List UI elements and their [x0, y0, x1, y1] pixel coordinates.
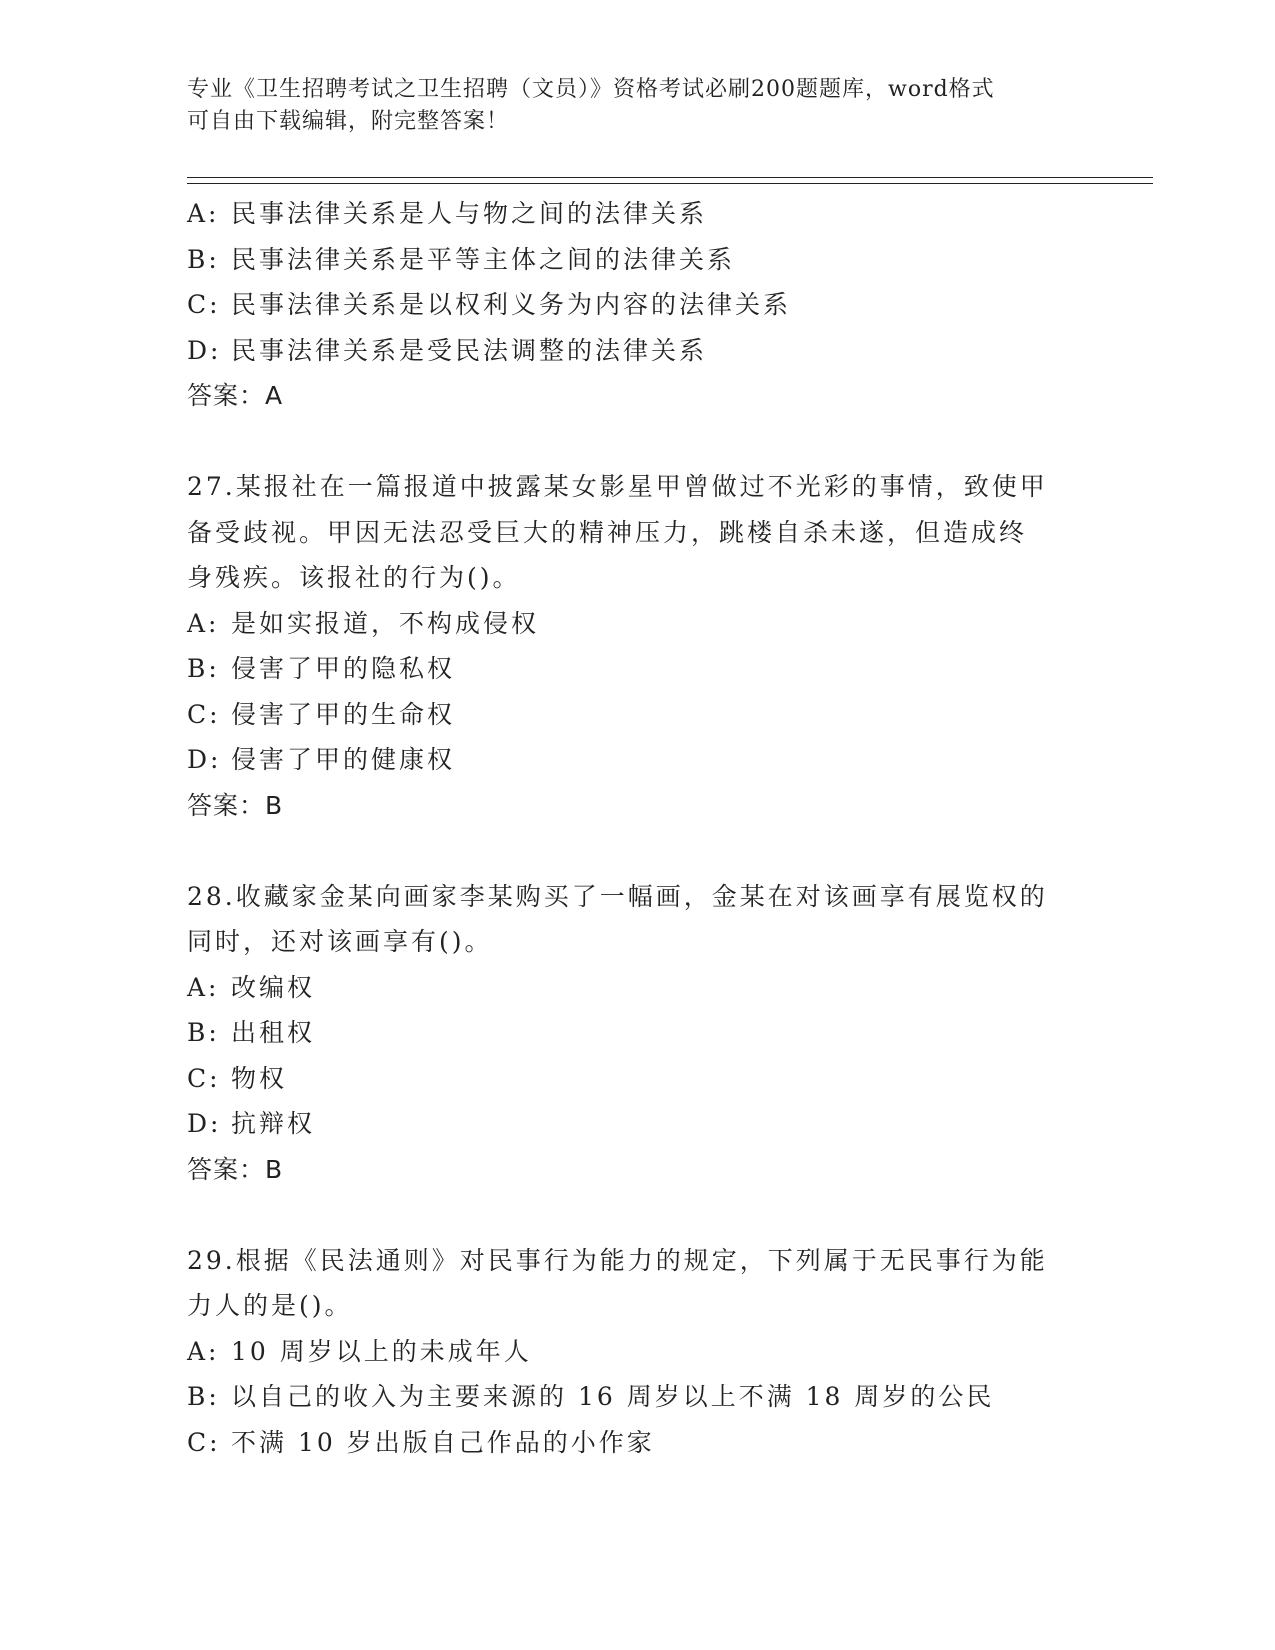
spacer: [187, 1192, 1087, 1238]
option-letter: A:: [187, 199, 220, 228]
question-stem-line: 力人的是()。: [187, 1291, 353, 1320]
option-text: 10 周岁以上的未成年人: [231, 1336, 532, 1366]
question-28: [187, 874, 1087, 1193]
option-b: [187, 1374, 1087, 1420]
option-text: 民事法律关系是人与物之间的法律关系: [231, 199, 708, 228]
answer-line: 答案：B: [187, 790, 284, 820]
option-text: 改编权: [231, 972, 316, 1002]
option-c: [187, 1056, 1087, 1102]
option-letter: D:: [187, 745, 222, 774]
option-letter: B:: [187, 244, 220, 274]
option-d: [187, 328, 1087, 374]
option-letter: B:: [187, 654, 220, 683]
option-text: 物权: [231, 1063, 288, 1093]
option-text: 不满 10 岁出版自己作品的小作家: [231, 1427, 655, 1457]
option-text: 民事法律关系是以权利义务为内容的法律关系: [231, 290, 792, 319]
option-a: [187, 601, 1087, 647]
question-29: [187, 1238, 1087, 1466]
option-d: [187, 737, 1087, 783]
option-text: 民事法律关系是受民法调整的法律关系: [231, 335, 708, 365]
option-letter: C:: [187, 1063, 221, 1093]
option-letter: D:: [187, 1109, 222, 1138]
question-list: [187, 191, 1087, 1465]
option-c: [187, 1420, 1087, 1466]
question-stem-line: 同时，还对该画享有()。: [187, 927, 493, 956]
question-stem-line: 29.根据《民法通则》对民事行为能力的规定，下列属于无民事行为能: [187, 1245, 1048, 1275]
option-b: [187, 1010, 1087, 1056]
question-stem-line: 身残疾。该报社的行为()。: [187, 563, 521, 592]
option-b: [187, 237, 1087, 283]
header-line-1: 专业《卫生招聘考试之卫生招聘（文员）》资格考试必刷200题题库，word格式: [187, 77, 995, 102]
question-26: [187, 191, 1087, 419]
option-text: 侵害了甲的生命权: [231, 699, 456, 729]
option-d: [187, 1101, 1087, 1147]
option-text: 抗辩权: [231, 1109, 316, 1138]
option-letter: B:: [187, 1018, 220, 1047]
option-letter: C:: [187, 290, 221, 319]
option-b: [187, 646, 1087, 692]
option-a: [187, 191, 1087, 237]
option-letter: A:: [187, 1336, 220, 1366]
option-text: 出租权: [231, 1018, 316, 1047]
option-letter: B:: [187, 1382, 220, 1411]
option-c: [187, 692, 1087, 738]
spacer: [187, 828, 1087, 874]
option-text: 以自己的收入为主要来源的 16 周岁以上不满 18 周岁的公民: [231, 1382, 995, 1411]
header-line-2: 可自由下载编辑，附完整答案！: [187, 109, 510, 134]
header-rule-bottom: [187, 183, 1153, 184]
question-stem-line: 备受歧视。甲因无法忍受巨大的精神压力，跳楼自杀未遂，但造成终: [187, 517, 1028, 547]
header-rule-top: [187, 177, 1153, 178]
answer-line: 答案：B: [187, 1154, 284, 1184]
answer-line: 答案：A: [187, 381, 284, 410]
question-stem-line: 28.收藏家金某向画家李某购买了一幅画，金某在对该画享有展览权的: [187, 881, 1048, 911]
option-c: [187, 282, 1087, 328]
option-a: [187, 1329, 1087, 1375]
option-letter: C:: [187, 1427, 221, 1457]
option-letter: D:: [187, 335, 222, 365]
document-header: [187, 74, 1067, 138]
option-text: 侵害了甲的健康权: [231, 745, 456, 774]
question-27: [187, 464, 1087, 828]
option-a: [187, 965, 1087, 1011]
option-letter: C:: [187, 699, 221, 729]
spacer: [187, 419, 1087, 465]
option-text: 民事法律关系是平等主体之间的法律关系: [231, 244, 736, 274]
option-text: 侵害了甲的隐私权: [231, 654, 456, 683]
option-letter: A:: [187, 972, 220, 1002]
option-text: 是如实报道，不构成侵权: [231, 608, 540, 638]
option-letter: A:: [187, 608, 220, 638]
question-stem-line: 27.某报社在一篇报道中披露某女影星甲曾做过不光彩的事情，致使甲: [187, 472, 1048, 501]
